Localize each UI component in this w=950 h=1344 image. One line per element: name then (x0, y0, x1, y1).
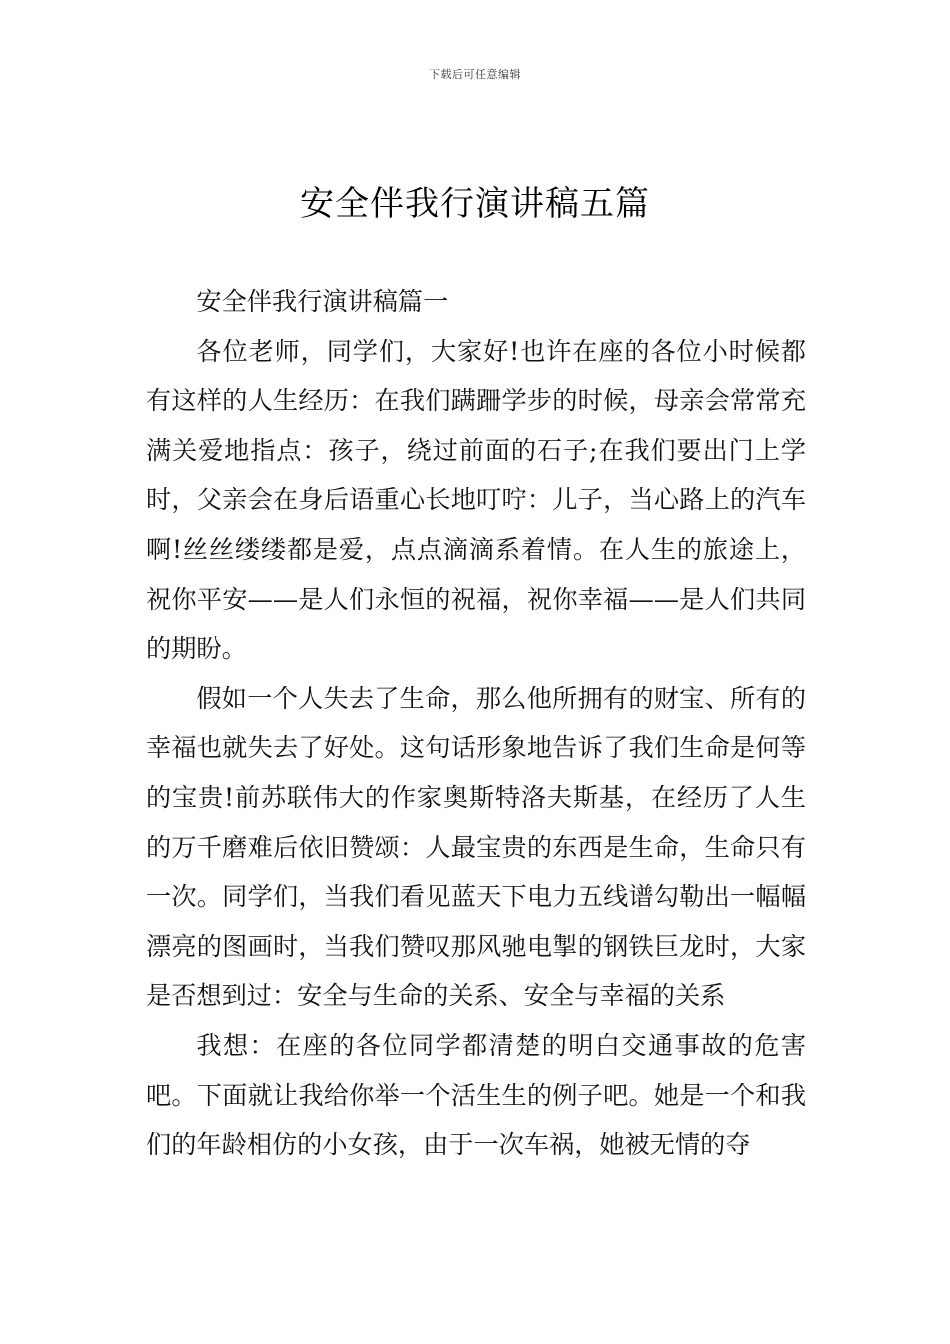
paragraph: 各位老师，同学们，大家好!也许在座的各位小时候都有这样的人生经历：在我们蹒跚学步的时候，母亲会常常充满关爱地指点：孩子，绕过前面的石子;在我们要出门上学时，父亲会在身后语重心长地叮咛：儿子，当心路上的汽车啊!丝丝缕缕都是爱，点点滴滴系着情。在人生的旅途上，祝你平安——是人们永恒的祝福，祝你幸福——是人们共同的期盼。 (146, 336, 806, 664)
header-note: 下载后可任意编辑 (429, 68, 521, 81)
document-body (146, 277, 806, 1170)
paragraph: 我想：在座的各位同学都清楚的明白交通事故的危害吧。下面就让我给你举一个活生生的例子吧。她是一个和我们的年龄相仿的小女孩，由于一次车祸，她被无情的夺 (146, 1030, 806, 1160)
paragraph: 假如一个人失去了生命，那么他所拥有的财宝、所有的幸福也就失去了好处。这句话形象地告诉了我们生命是何等的宝贵!前苏联伟大的作家奥斯特洛夫斯基，在经历了人生的万千磨难后依旧赞颂：人最宝贵的东西是生命，生命只有一次。同学们，当我们看见蓝天下电力五线谱勾勒出一幅幅漂亮的图画时，当我们赞叹那风驰电掣的钢铁巨龙时，大家是否想到过：安全与生命的关系、安全与幸福的关系 (146, 683, 806, 1011)
section-heading: 安全伴我行演讲稿篇一 (196, 287, 449, 316)
document-title: 安全伴我行演讲稿五篇 (300, 184, 650, 224)
